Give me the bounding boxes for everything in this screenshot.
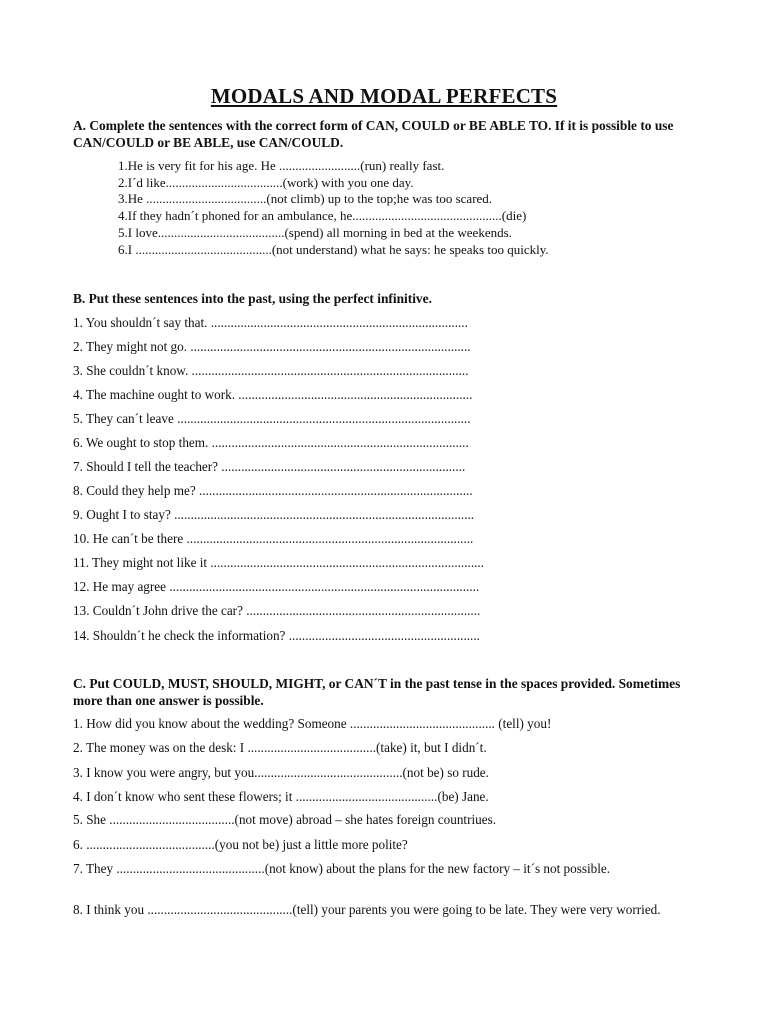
- section-b-item: 1. You shouldn´t say that. ..............................................................................: [73, 315, 468, 330]
- section-c-item: 4. I don´t know who sent these flowers; it ...........................................(be) Jane.: [73, 789, 489, 804]
- section-c-item: 3. I know you were angry, but you.............................................(not be) so rude.: [73, 765, 489, 780]
- section-a-item: 4.If they hadn´t phoned for an ambulance, he..............................................(die): [118, 208, 527, 223]
- section-c-item: 2. The money was on the desk: I .......................................(take) it, but I didn´t.: [73, 740, 487, 755]
- section-c-item: 8. I think you ............................................(tell) your parents you were going to be late. They were very worried.: [73, 902, 661, 917]
- section-c-item: 5. She ......................................(not move) abroad – she hates foreign countriues.: [73, 812, 497, 827]
- section-a-item: 5.I love.......................................(spend) all morning in bed at the weekends.: [118, 225, 512, 240]
- page-title: MODALS AND MODAL PERFECTS: [210, 84, 558, 108]
- section-a-item: 6.I ..........................................(not understand) what he says: he speaks too quickly.: [118, 242, 549, 257]
- section-b-item: 14. Shouldn´t he check the information? ..........................................................: [73, 628, 480, 643]
- section-b-heading: B. Put these sentences into the past, using the perfect infinitive.: [73, 291, 432, 306]
- section-a-heading: A. Complete the sentences with the correct form of CAN, COULD or BE ABLE TO. If it is possible to use CAN/COULD or BE ABLE, use CAN/COULD.: [73, 118, 674, 150]
- section-c-item: 7. They .............................................(not know) about the plans for the new factory – it´s not possible.: [73, 861, 611, 876]
- section-c-item: 1. How did you know about the wedding? Someone ............................................ (tell) you!: [73, 716, 552, 731]
- section-b-item: 5. They can´t leave .........................................................................................: [73, 411, 471, 426]
- section-b-item: 10. He can´t be there .......................................................................................: [73, 531, 474, 546]
- section-b-item: 9. Ought I to stay? ...........................................................................................: [73, 507, 475, 522]
- section-b-item: 8. Could they help me? ...................................................................................: [73, 483, 473, 498]
- section-b-item: 12. He may agree ..............................................................................................: [73, 579, 480, 594]
- section-b-item: 13. Couldn´t John drive the car? .......................................................................: [73, 603, 481, 618]
- section-b-item: 3. She couldn´t know. ....................................................................................: [73, 363, 469, 378]
- section-b-item: 2. They might not go. .....................................................................................: [73, 339, 471, 354]
- section-c-item: 6. .......................................(you not be) just a little more polite?: [73, 837, 408, 852]
- section-a-item: 3.He .....................................(not climb) up to the top;he was too scared.: [118, 191, 493, 206]
- section-b-item: 7. Should I tell the teacher? ..........................................................................: [73, 459, 466, 474]
- section-b-item: 11. They might not like it ...................................................................................: [73, 555, 485, 570]
- section-a-item: 1.He is very fit for his age. He .........................(run) really fast.: [118, 158, 445, 173]
- section-a-item: 2.I´d like....................................(work) with you one day.: [118, 175, 414, 190]
- section-b-item: 4. The machine ought to work. .......................................................................: [73, 387, 473, 402]
- section-b-item: 6. We ought to stop them. ..............................................................................: [73, 435, 469, 450]
- section-c-heading: C. Put COULD, MUST, SHOULD, MIGHT, or CAN´T in the past tense in the spaces provided. Sometimes more than one answer is possible.: [73, 676, 681, 708]
